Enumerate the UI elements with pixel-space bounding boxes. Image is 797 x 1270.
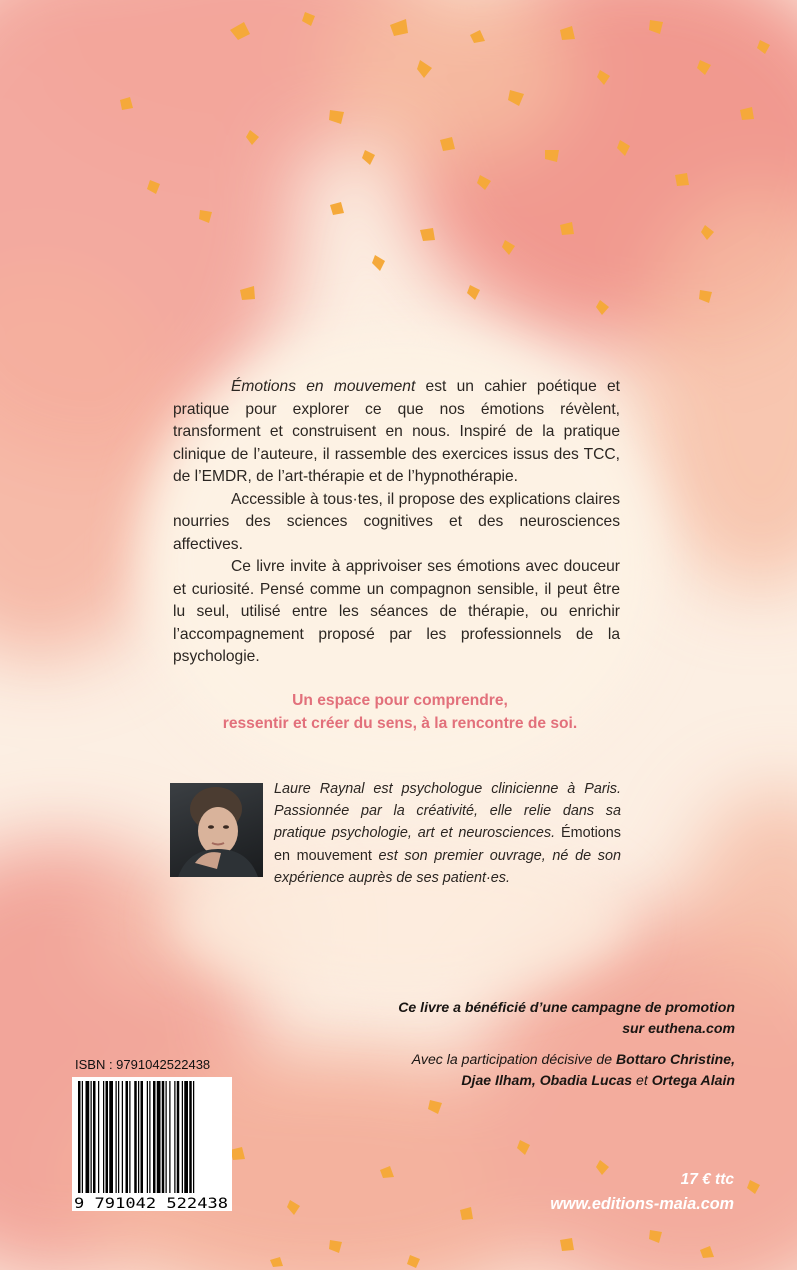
tagline-line-2: ressentir et créer du sens, à la rencontre de soi. [222, 715, 578, 732]
tagline-line-1: Un espace pour comprendre, [292, 692, 508, 709]
barcode-bar [106, 1081, 109, 1193]
barcode-bar [149, 1081, 150, 1193]
barcode-bar [153, 1081, 156, 1193]
barcode-bar [116, 1081, 117, 1193]
barcode-bar [189, 1081, 192, 1193]
barcode-bar [166, 1081, 167, 1193]
barcode-bar [174, 1081, 175, 1193]
participation-line-2: Djae Ilham, Obadia Lucas et Ortega Alain [461, 1072, 735, 1088]
isbn-label: ISBN : 9791042522438 [75, 1057, 211, 1072]
barcode-bar [193, 1081, 194, 1193]
isbn-barcode [72, 1077, 232, 1211]
blurb-book-title: Émotions en mouvement [231, 378, 416, 395]
barcode-bar [126, 1081, 129, 1193]
author-portrait [170, 783, 263, 877]
barcode-bar [78, 1081, 81, 1193]
barcode-bar [182, 1081, 183, 1193]
barcode-bar [162, 1081, 165, 1193]
promo-line-1: Ce livre a bénéficié d’une campagne de promotion [398, 999, 735, 1015]
author-bio: Laure Raynal est psychologue clinicienne à Paris. Passionnée par la créativité, elle relie dans sa pratique psychologie, art et neurosciences. Émotions en mouvement est son premier ouvrage, né de son expérience auprès de ses patient·es. [274, 781, 621, 886]
barcode-bar [138, 1081, 139, 1193]
barcode-digits: 9 791042 522438 [74, 1196, 228, 1211]
barcode-bar [93, 1081, 96, 1193]
barcode-bar [86, 1081, 90, 1193]
barcode-bar [184, 1081, 188, 1193]
barcode-bar [141, 1081, 144, 1193]
barcode-bar [129, 1081, 130, 1193]
barcode-bar [134, 1081, 137, 1193]
barcode-bar [91, 1081, 92, 1193]
blurb-paragraph-3: Ce livre invite à apprivoiser ses émotions avec douceur et curiosité. Pensé comme un compagnon sensible, il peut être lu seul, utilisé entre les séances de thérapie, ou enrichir l’accompagnement proposé par les professionnels de la psychologie. [173, 558, 620, 665]
publisher-website[interactable]: www.editions-maia.com [550, 1195, 734, 1213]
barcode-bar [103, 1081, 104, 1193]
barcode-bar [118, 1081, 119, 1193]
barcode-bar [122, 1081, 123, 1193]
blurb-paragraph-1: Émotions en mouvement est un cahier poétique et pratique pour explorer ce que nos émotions révèlent, transforment et construisent en nous. Inspiré de la pratique clinique de l’auteure, il rassemble des exercices issus des TCC, de l’EMDR, de l’art-thérapie et de l’hypnothérapie. [173, 378, 620, 485]
promo-line-2: sur euthena.com [622, 1020, 735, 1036]
barcode-bar [98, 1081, 99, 1193]
barcode-bar [169, 1081, 170, 1193]
barcode-bar [109, 1081, 113, 1193]
barcode-bar [157, 1081, 161, 1193]
back-cover-blurb [173, 376, 620, 669]
participation-line-1: Avec la participation décisive de Bottaro Christine, [411, 1051, 735, 1067]
barcode-bar [177, 1081, 180, 1193]
price-label: 17 € ttc [680, 1171, 734, 1188]
blurb-paragraph-2: Accessible à tous·tes, il propose des explications claires nourries des sciences cognitives et des neurosciences affectives. [173, 490, 620, 553]
barcode-bar [82, 1081, 83, 1193]
barcode-bar [147, 1081, 148, 1193]
bio-book-title: Émotions en mouvement [274, 825, 621, 864]
